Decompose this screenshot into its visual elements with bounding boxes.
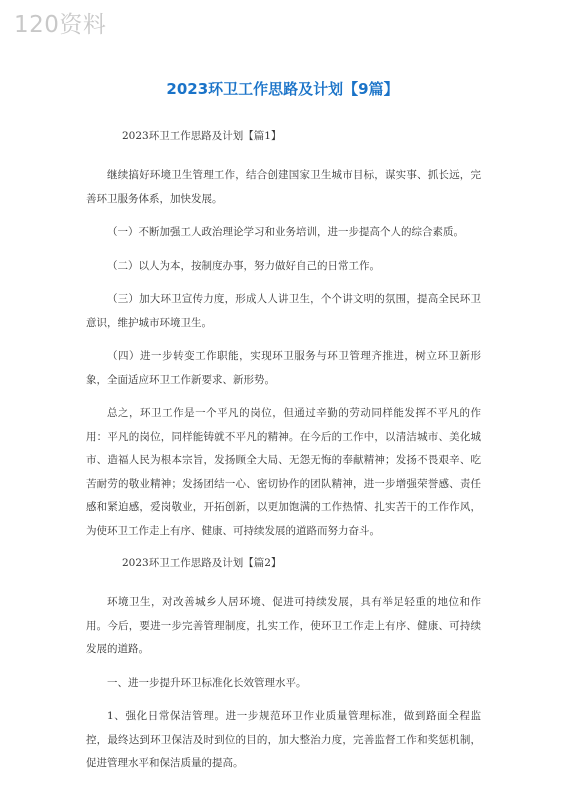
document-title: 2023环卫工作思路及计划【9篇】 [166,80,399,98]
document-body [86,128,481,786]
paragraph: （一）不断加强工人政治理论学习和业务培训，进一步提高个人的综合素质。 [107,226,464,238]
paragraph: 继续搞好环境卫生管理工作，结合创建国家卫生城市目标，谋实事、抓长远，完善环卫服务体系，加快发展。 [86,169,481,205]
section-heading: 2023环卫工作思路及计划【篇1】 [122,130,282,142]
section-1 [86,128,481,543]
paragraph: （四）进一步转变工作职能，实现环卫服务与环卫管理齐推进，树立环卫新形象，全面适应环卫工作新要求、新形势。 [86,350,481,386]
paragraph: 一、进一步提升环卫标准化长效管理水平。 [107,676,307,689]
paragraph: （二）以人为本，按制度办事，努力做好自己的日常工作。 [107,259,380,272]
paragraph: 1、强化日常保洁管理。进一步规范环卫作业质量管理标准，做到路面全程监控，最终达到环卫保洁及时到位的目的，加大整治力度，完善监督工作和奖惩机制，促进管理水平和保洁质量的提高。 [86,710,481,769]
paragraph: 总之，环卫工作是一个平凡的岗位，但通过辛勤的劳动同样能发挥不平凡的作用：平凡的岗位，同样能铸就不平凡的精神。在今后的工作中，以清洁城市、美化城市、造福人民为根本宗旨，发扬顾全大局、无怨无悔的奉献精神；发扬不畏艰辛、吃苦耐劳的敬业精神；发扬团结一心、密切协作的团队精神，进一步增强荣誉感、责任感和紧迫感，爱岗敬业，开拓创新，以更加饱满的工作热情、扎实苦干的工作作风，为使环卫工作走上有序、健康、可持续发展的道路而努力奋斗。 [86,407,481,537]
watermark-logo: 120资料 [14,12,107,38]
paragraph: 环境卫生，对改善城乡人居环境、促进可持续发展，具有举足轻重的地位和作用。今后，要进一步完善管理制度，扎实工作，使环卫工作走上有序、健康、可持续发展的道路。 [86,596,481,655]
section-heading: 2023环卫工作思路及计划【篇2】 [122,557,282,569]
section-2 [86,555,481,776]
paragraph: （三）加大环卫宣传力度，形成人人讲卫生，个个讲文明的氛围，提高全民环卫意识，维护城市环境卫生。 [86,293,481,329]
